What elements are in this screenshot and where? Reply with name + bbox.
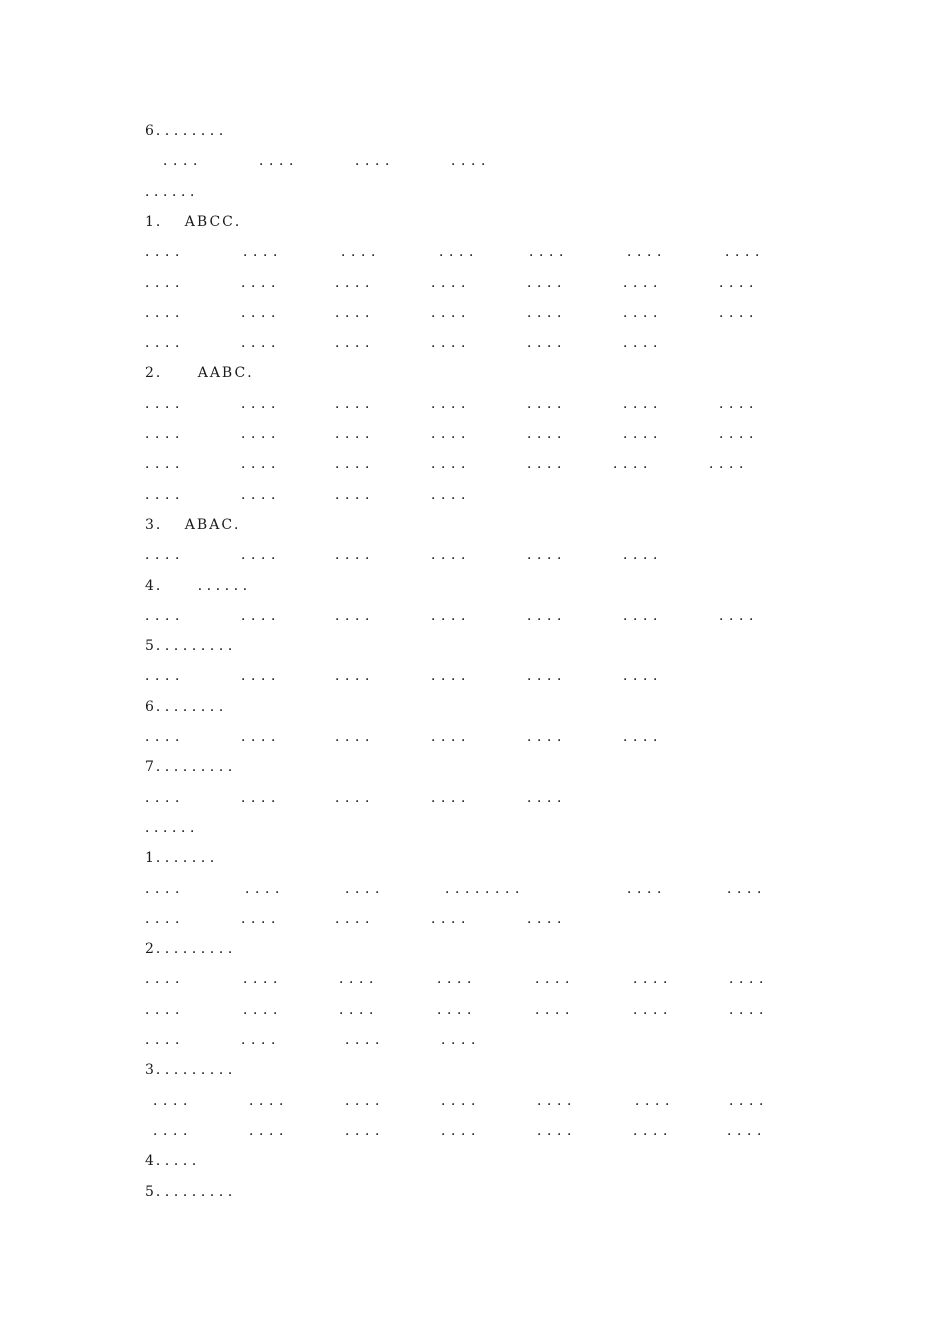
word-item: ．．．． [335,668,382,684]
word-item: ．．．． [439,244,486,260]
word-row [145,1120,805,1142]
word-item: ．．．． [431,790,478,806]
word-item: ．．．． [719,396,766,412]
word-item: ．．．． [627,881,674,897]
word-item: ．．．． [623,335,670,351]
word-item: ．．．． [335,790,382,806]
word-row [145,150,805,172]
word-item: ．．．． [145,487,192,503]
word-item: ．．．． [431,396,478,412]
word-item: ．．．． [249,1093,296,1109]
word-item: ．．．． [527,396,574,412]
word-item: ．．．． [243,971,290,987]
word-row [145,302,805,324]
word-item: ．．．． [241,1032,288,1048]
word-item: ．．．． [241,335,288,351]
word-item: ．．．． [145,971,192,987]
word-item: ．．．． [635,1093,682,1109]
word-item: ．．．． [145,244,192,260]
word-item: ．．．． [431,729,478,745]
word-item: ．．．． [241,790,288,806]
word-row [145,787,805,809]
word-item: ．．．． [535,971,582,987]
word-item: ．．．． [241,668,288,684]
word-item: ．．．． [623,608,670,624]
word-item: ．．．． [451,153,498,169]
text-line: 3． ABAC． [145,517,251,533]
word-item: ．．．． [145,275,192,291]
word-row [145,423,805,445]
word-item: ．．．． [241,275,288,291]
text-line: 6．．．．．．．． [145,699,235,715]
word-item: ．．．． [345,1032,392,1048]
word-item: ．．．． [613,456,660,472]
word-item: ．．．． [145,335,192,351]
word-item: ．．．． [241,487,288,503]
word-item: ．．．． [627,244,674,260]
word-item: ．．．． [527,608,574,624]
word-item: ．．．． [341,244,388,260]
word-item: ．．．． [145,668,192,684]
word-item: ．．．． [339,1002,386,1018]
word-item: ．．．． [725,244,772,260]
word-item: ．．．． [345,1093,392,1109]
word-item: ．．．． [529,244,576,260]
word-item: ．．．． [335,396,382,412]
word-item: ．．．． [145,305,192,321]
word-item: ．．．． [241,729,288,745]
word-item: ．．．． [163,153,210,169]
word-item: ．．．． [431,668,478,684]
word-item: ．．．． [527,456,574,472]
word-row [145,544,805,566]
word-item: ．．．． [537,1123,584,1139]
word-row [145,484,805,506]
text-line: 7．．．．．．．．． [145,759,244,775]
word-item: ．．．． [709,456,756,472]
word-item: ．．．． [259,153,306,169]
text-line: 4． ．．．．．． [145,578,259,594]
word-row [145,1090,805,1112]
word-row [145,878,805,900]
word-item: ．．．． [145,608,192,624]
word-item: ．．．． [431,456,478,472]
word-item: ．．．． [729,971,776,987]
text-line: 1． ABCC． [145,214,251,230]
word-item: ．．．． [431,335,478,351]
word-row [145,726,805,748]
word-row [145,393,805,415]
word-row [145,999,805,1021]
word-item: ．．．． [145,456,192,472]
word-item: ．．．． [345,1123,392,1139]
word-item: ．．．． [335,547,382,563]
word-item: ．．．． [719,608,766,624]
word-item: ．．．． [441,1093,488,1109]
word-item: ．．．． [241,547,288,563]
word-item: ．．．． [335,456,382,472]
word-item: ．．．． [719,426,766,442]
word-item: ．．．． [431,305,478,321]
word-item: ．．．． [431,911,478,927]
word-item: ．．．． [623,547,670,563]
word-item: ．．．． [535,1002,582,1018]
word-row [145,241,805,263]
word-item: ．．．． [241,608,288,624]
word-item: ．．．． [719,275,766,291]
word-item: ．．．． [335,335,382,351]
word-item: ．．．． [431,547,478,563]
word-item: ．．．． [431,275,478,291]
word-item: ．．．． [243,244,290,260]
word-item: ．．．． [241,396,288,412]
word-item: ．．．． [527,547,574,563]
word-item: ．．．． [145,911,192,927]
word-row [145,272,805,294]
word-item: ．．．． [241,305,288,321]
text-line: 4．．．．． [145,1153,208,1169]
word-item: ．．．． [145,790,192,806]
word-item: ．．．． [245,881,292,897]
word-item: ．．．． [623,396,670,412]
word-item: ．．．． [527,275,574,291]
word-item: ．．．． [729,1093,776,1109]
word-row [145,1029,805,1051]
word-item: ．．．． [339,971,386,987]
word-item: ．．．． [527,335,574,351]
word-item: ．．．． [145,729,192,745]
text-line: 3．．．．．．．．． [145,1062,244,1078]
word-item: ．．．． [145,1002,192,1018]
word-item: ．．．． [153,1123,200,1139]
word-item: ．．．． [431,426,478,442]
word-item: ．．．．．．．． [445,881,532,897]
word-item: ．．．． [623,668,670,684]
word-item: ．．．． [719,305,766,321]
word-item: ．．．． [633,971,680,987]
word-item: ．．．． [537,1093,584,1109]
word-item: ．．．． [153,1093,200,1109]
word-item: ．．．． [241,456,288,472]
word-item: ．．．． [623,426,670,442]
word-item: ．．．． [335,426,382,442]
text-line: 5．．．．．．．．． [145,638,244,654]
word-item: ．．．． [145,396,192,412]
word-item: ．．．． [145,1032,192,1048]
word-item: ．．．． [729,1002,776,1018]
word-item: ．．．． [441,1032,488,1048]
word-item: ．．．． [633,1123,680,1139]
word-item: ．．．． [335,608,382,624]
word-item: ．．．． [249,1123,296,1139]
text-line: ．．．．．． [145,184,206,200]
word-item: ．．．． [527,426,574,442]
text-line: 1．．．．．．． [145,850,226,866]
text-line: 5．．．．．．．．． [145,1184,244,1200]
word-item: ．．．． [145,547,192,563]
word-row [145,968,805,990]
word-item: ．．．． [623,305,670,321]
word-item: ．．．． [441,1123,488,1139]
word-item: ．．．． [431,608,478,624]
word-item: ．．．． [633,1002,680,1018]
text-line: 2．．．．．．．．． [145,941,244,957]
word-item: ．．．． [527,668,574,684]
word-item: ．．．． [241,426,288,442]
word-row [145,332,805,354]
word-item: ．．．． [527,729,574,745]
word-item: ．．．． [345,881,392,897]
word-item: ．．．． [335,729,382,745]
word-item: ．．．． [335,305,382,321]
word-item: ．．．． [727,1123,774,1139]
word-item: ．．．． [527,790,574,806]
word-item: ．．．． [145,426,192,442]
word-item: ．．．． [243,1002,290,1018]
word-item: ．．．． [355,153,402,169]
text-line: 6．．．．．．．． [145,123,235,139]
text-line: ．．．．．． [145,820,206,836]
word-item: ．．．． [527,305,574,321]
word-item: ．．．． [437,1002,484,1018]
word-item: ．．．． [335,911,382,927]
word-item: ．．．． [727,881,774,897]
word-item: ．．．． [335,487,382,503]
word-item: ．．．． [335,275,382,291]
word-item: ．．．． [431,487,478,503]
word-row [145,908,805,930]
word-row [145,453,805,475]
word-item: ．．．． [145,881,192,897]
word-item: ．．．． [241,911,288,927]
word-row [145,665,805,687]
text-line: 2． AABC． [145,365,264,381]
word-item: ．．．． [527,911,574,927]
word-item: ．．．． [623,729,670,745]
word-row [145,605,805,627]
word-item: ．．．． [623,275,670,291]
word-item: ．．．． [437,971,484,987]
